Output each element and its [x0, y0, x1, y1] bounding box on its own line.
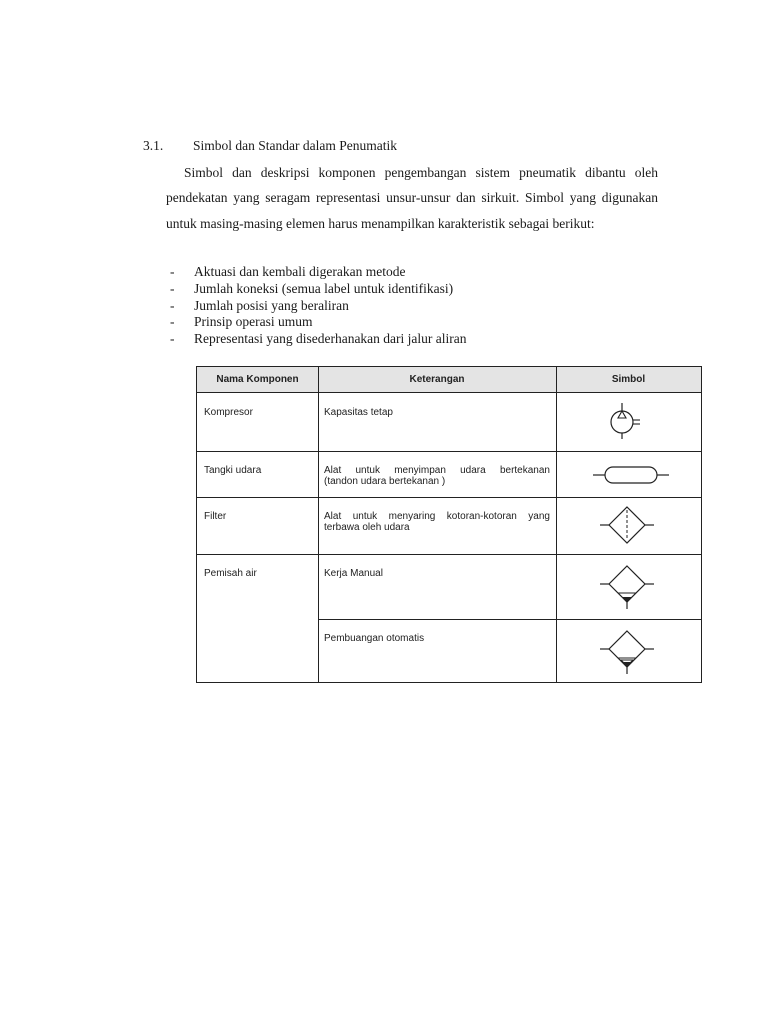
list-item-text: Jumlah koneksi (semua label untuk identifikasi): [194, 280, 454, 296]
list-item-text: Prinsip operasi umum: [194, 314, 313, 330]
list-item-text: Representasi yang disederhanakan dari jalur aliran: [194, 331, 467, 347]
table-cell-desc: Kapasitas tetap: [324, 407, 393, 418]
table-cell-name: Tangki udara: [204, 465, 262, 476]
list-item-text: Aktuasi dan kembali digerakan metode: [194, 264, 406, 279]
bullet-dash: -: [170, 331, 175, 347]
water-separator-automatic-symbol: [600, 629, 654, 675]
bullet-dash: -: [170, 314, 175, 330]
section-heading: [143, 138, 397, 154]
list-item-text: Jumlah posisi yang beraliran: [194, 297, 349, 313]
header-keterangan: Keterangan: [409, 374, 465, 385]
table-cell-desc: (tandon udara bertekanan ): [324, 476, 446, 487]
air-tank-symbol: [593, 463, 669, 487]
bullet-dash: -: [170, 264, 175, 279]
table-cell-desc: Alat untuk menyimpan udara bertekanan: [324, 465, 550, 476]
compressor-symbol: [602, 401, 652, 441]
row-divider: [197, 451, 701, 452]
column-divider: [556, 367, 557, 682]
header-simbol: Simbol: [611, 374, 646, 385]
header-nama-komponen: Nama Komponen: [216, 374, 299, 385]
section-title: Simbol dan Standar dalam Penumatik: [193, 138, 397, 153]
symbols-table: [196, 366, 702, 683]
table-cell-name: Filter: [204, 511, 227, 522]
table-cell-desc: Kerja Manual: [324, 568, 383, 579]
filter-symbol: [600, 503, 654, 547]
column-divider: [318, 367, 319, 682]
list-item: [166, 298, 467, 315]
row-divider: [197, 497, 701, 498]
table-cell-desc: Pembuangan otomatis: [324, 633, 425, 644]
row-divider: [318, 619, 701, 620]
table-cell-name: Kompresor: [204, 407, 253, 418]
intro-paragraph-text: Simbol dan deskripsi komponen pengembangan sistem pneumatik dibantu oleh pendekatan yang seragam representasi unsur-unsur dan sirkuit. Simbol yang digunakan untuk masing-masing elemen harus menampilkan karakteristik sebagai berikut:: [166, 165, 658, 231]
bullet-dash: -: [170, 280, 175, 296]
row-divider: [197, 554, 701, 555]
table-cell-desc: Alat untuk menyaring kotoran-kotoran yang: [324, 511, 550, 522]
list-item: [166, 281, 467, 298]
characteristics-list: [166, 264, 467, 348]
list-item: [166, 314, 467, 331]
table-cell-name: Pemisah air: [204, 568, 257, 579]
list-item: [166, 264, 467, 281]
table-cell-desc: terbawa oleh udara: [324, 522, 410, 533]
water-separator-manual-symbol: [600, 564, 654, 610]
bullet-dash: -: [170, 297, 175, 313]
list-item: [166, 331, 467, 348]
row-divider: [197, 392, 701, 393]
section-number: 3.1.: [143, 138, 164, 153]
intro-paragraph: [166, 160, 658, 236]
